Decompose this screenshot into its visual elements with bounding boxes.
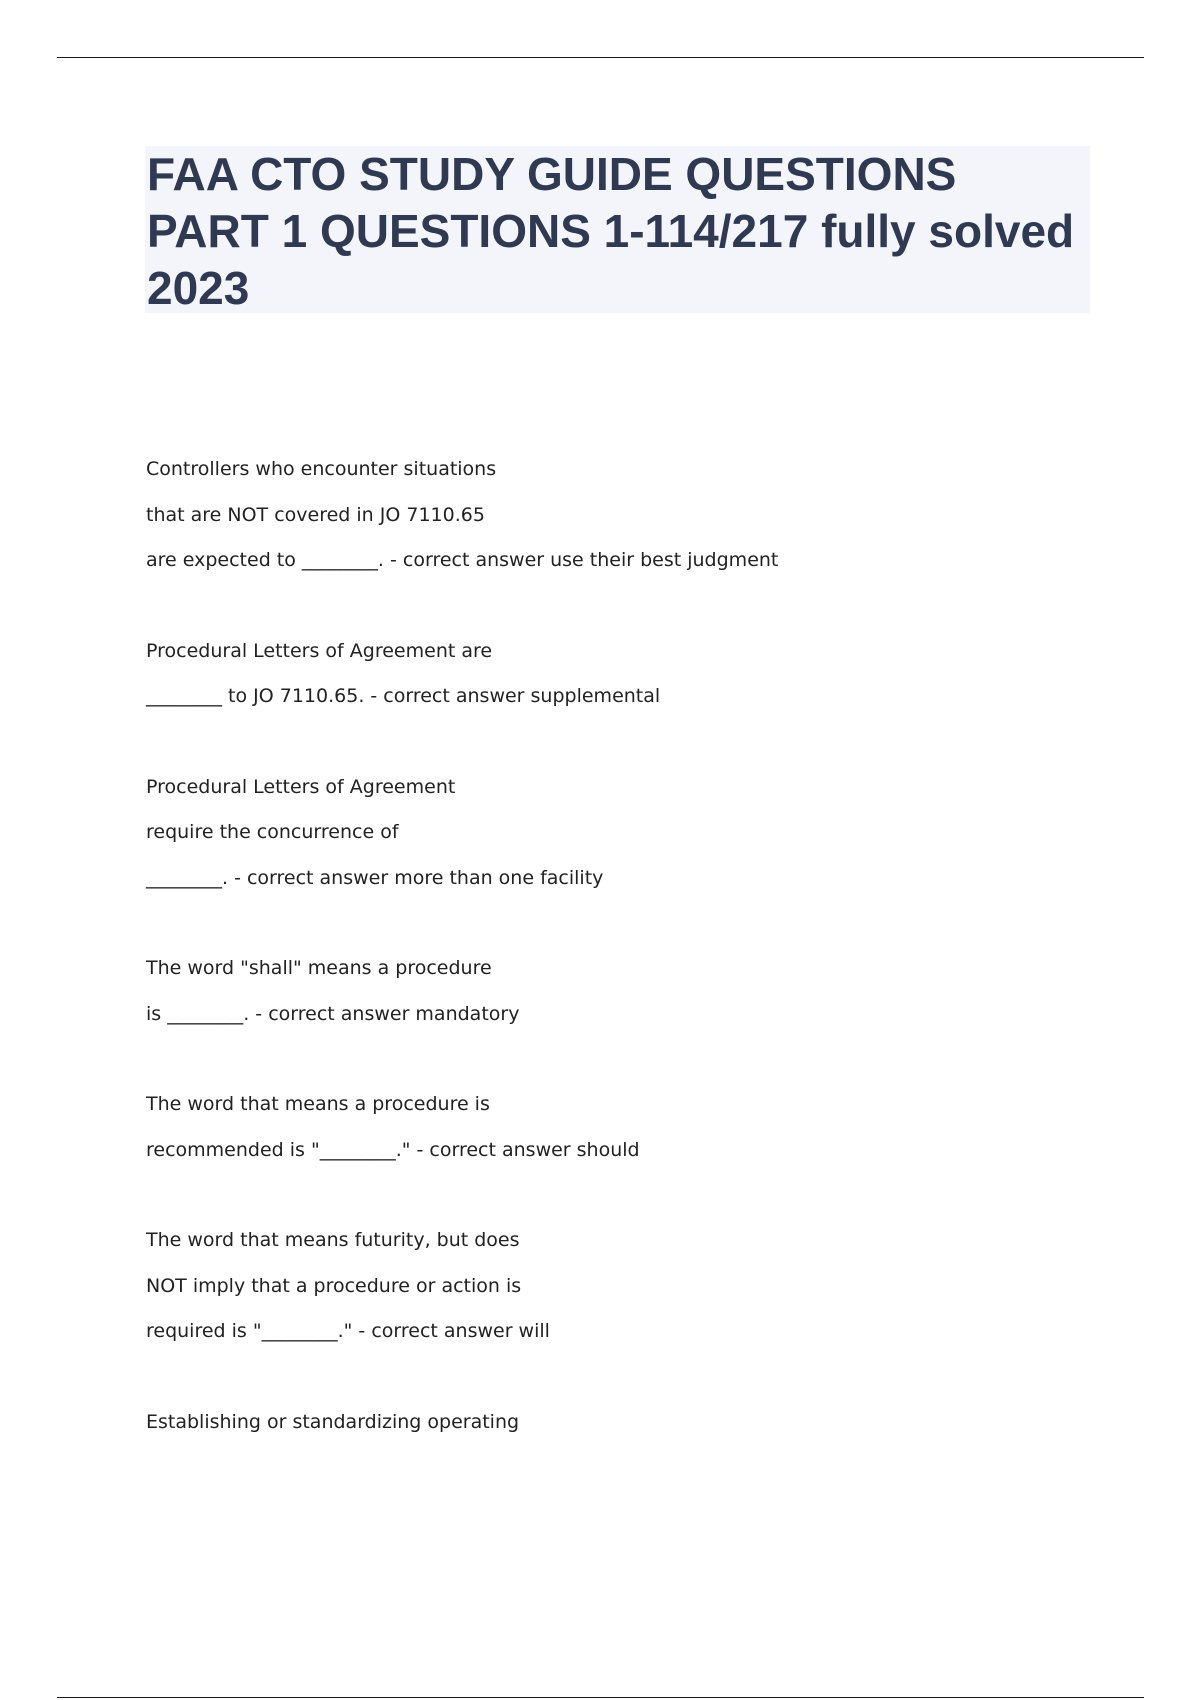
qa-line: The word that means futurity, but does bbox=[146, 1229, 520, 1251]
qa-line: Establishing or standardizing operating bbox=[146, 1410, 520, 1433]
qa-line: Controllers who encounter situations bbox=[146, 458, 497, 480]
qa-list bbox=[146, 447, 1046, 1490]
qa-line: that are NOT covered in JO 7110.65 bbox=[146, 503, 485, 526]
qa-entry bbox=[146, 447, 1046, 584]
qa-line: The word that means a procedure is bbox=[146, 1093, 490, 1115]
qa-entry bbox=[146, 1218, 1046, 1355]
qa-line: ________ to JO 7110.65. - correct answer supplemental bbox=[146, 685, 661, 707]
qa-entry bbox=[146, 1082, 1046, 1173]
qa-line: Procedural Letters of Agreement are bbox=[146, 639, 493, 662]
qa-line: require the concurrence of bbox=[146, 821, 399, 843]
footer-rule bbox=[57, 1697, 1144, 1698]
qa-line: Procedural Letters of Agreement bbox=[146, 775, 456, 798]
qa-line: NOT imply that a procedure or action is bbox=[146, 1274, 522, 1297]
qa-line: The word "shall" means a procedure bbox=[146, 957, 492, 979]
qa-entry bbox=[146, 1400, 1046, 1446]
qa-line: ________. - correct answer more than one facility bbox=[146, 866, 604, 889]
qa-line: is ________. - correct answer mandatory bbox=[146, 1002, 520, 1025]
qa-line: recommended is "________." - correct answer should bbox=[146, 1138, 640, 1161]
qa-entry bbox=[146, 629, 1046, 720]
header-rule bbox=[57, 57, 1144, 58]
qa-line: are expected to ________. - correct answer use their best judgment bbox=[146, 549, 779, 571]
document-title: FAA CTO STUDY GUIDE QUESTIONS PART 1 QUESTIONS 1-114/217 fully solved 2023 bbox=[147, 148, 1075, 314]
qa-line: required is "________." - correct answer will bbox=[146, 1320, 550, 1342]
qa-entry bbox=[146, 765, 1046, 902]
qa-entry bbox=[146, 946, 1046, 1037]
